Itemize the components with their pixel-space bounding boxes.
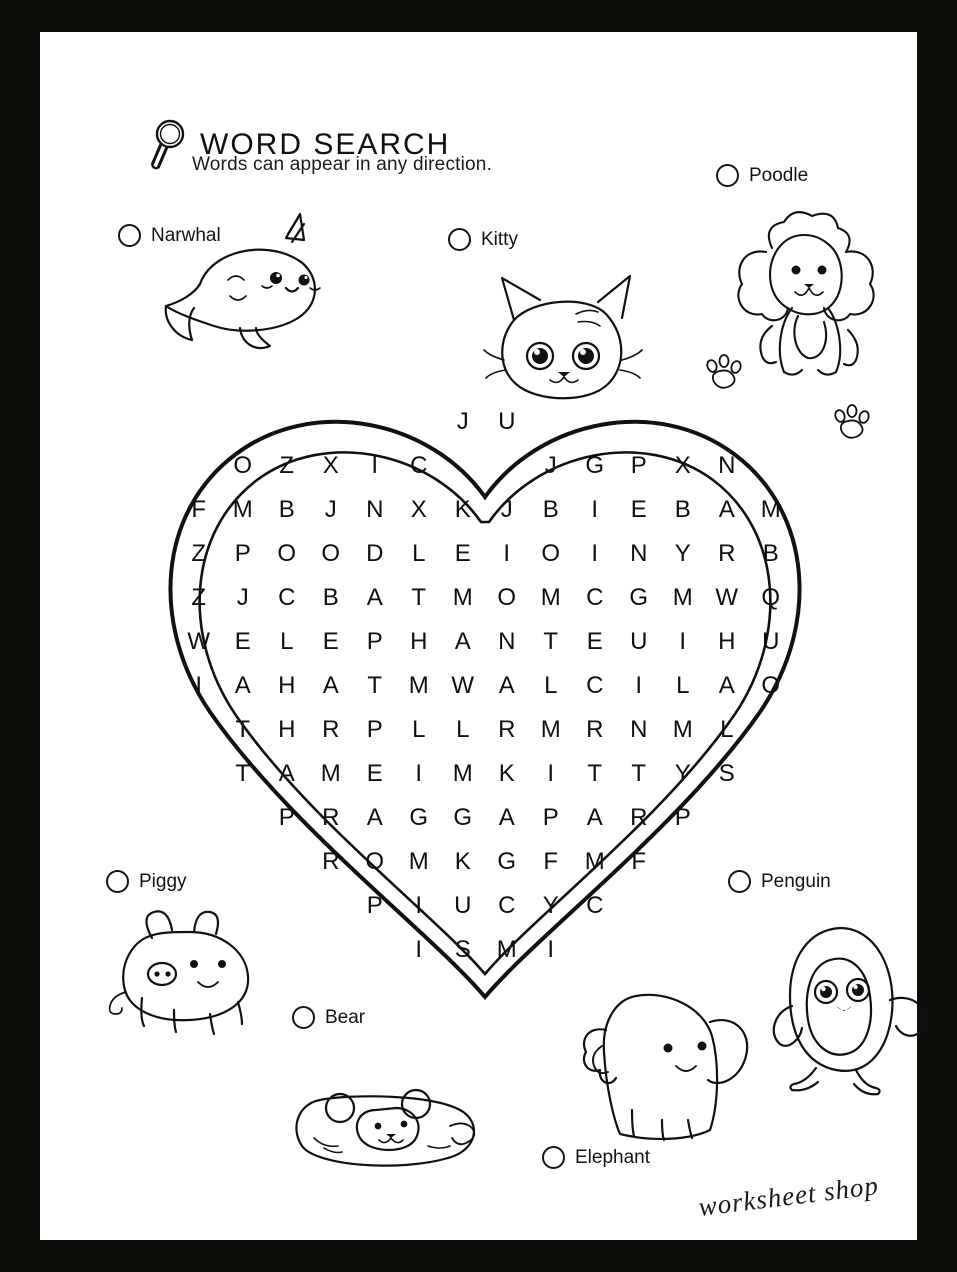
grid-cell: B	[322, 584, 340, 611]
grid-cell: S	[718, 760, 736, 787]
grid-cell: T	[631, 760, 647, 787]
grid-cell: U	[454, 892, 472, 919]
grid-row	[140, 444, 830, 488]
word-label-bear: Bear	[325, 1006, 366, 1028]
grid-row	[140, 752, 830, 796]
grid-row	[140, 576, 830, 620]
grid-cell: A	[718, 496, 736, 523]
grid-cell: F	[631, 848, 647, 875]
grid-cell: Z	[191, 540, 207, 567]
kitty-illustration	[480, 264, 650, 414]
grid-cell: I	[591, 496, 599, 523]
grid-cell: T	[367, 672, 383, 699]
grid-cell: I	[415, 936, 423, 963]
grid-cell: J	[324, 496, 338, 523]
grid-cell: Q	[761, 584, 781, 611]
grid-cell: T	[235, 760, 251, 787]
grid-cell: O	[321, 540, 341, 567]
grid-cell: X	[674, 452, 692, 479]
grid-cell: T	[543, 628, 559, 655]
grid-row	[140, 840, 830, 884]
grid-row	[140, 488, 830, 532]
grid-cell: A	[498, 672, 516, 699]
grid-cell: A	[278, 760, 296, 787]
grid-cell: I	[195, 672, 203, 699]
pawprint-icon	[702, 354, 746, 394]
worksheet-page	[40, 32, 917, 1240]
grid-row	[140, 708, 830, 752]
grid-cell: E	[586, 628, 604, 655]
grid-cell: P	[366, 892, 384, 919]
grid-cell: Z	[191, 584, 207, 611]
grid-cell: H	[718, 628, 736, 655]
grid-cell: M	[540, 716, 562, 743]
grid-cell: R	[498, 716, 516, 743]
grid-cell: X	[322, 452, 340, 479]
grid-cell: L	[412, 540, 426, 567]
grid-cell: K	[498, 760, 516, 787]
grid-cell: N	[630, 716, 648, 743]
piggy-illustration	[90, 890, 280, 1040]
grid-cell: F	[191, 496, 207, 523]
grid-cell: Y	[674, 760, 692, 787]
grid-cell: G	[585, 452, 605, 479]
grid-cell: M	[452, 760, 474, 787]
grid-cell: P	[366, 628, 384, 655]
grid-cell: A	[366, 584, 384, 611]
grid-cell: A	[498, 804, 516, 831]
word-label-narwhal: Narwhal	[151, 224, 221, 246]
watermark: worksheet shop	[696, 1170, 881, 1222]
page-title: WORD SEARCH	[200, 128, 451, 161]
grid-cell: F	[543, 848, 559, 875]
grid-cell: C	[410, 452, 428, 479]
grid-cell: S	[454, 936, 472, 963]
grid-cell: G	[409, 804, 429, 831]
instructions-text: Words can appear in any direction.	[192, 154, 493, 175]
grid-cell: M	[584, 848, 606, 875]
grid-cell: N	[366, 496, 384, 523]
grid-cell: J	[544, 452, 558, 479]
grid-cell: A	[234, 672, 252, 699]
grid-cell: O	[365, 848, 385, 875]
grid-cell: L	[544, 672, 558, 699]
grid-cell: M	[320, 760, 342, 787]
grid-cell: W	[187, 628, 211, 655]
grid-cell: Y	[542, 892, 560, 919]
grid-cell: U	[498, 408, 516, 435]
grid-cell: E	[454, 540, 472, 567]
grid-cell: L	[720, 716, 734, 743]
grid-cell: I	[679, 628, 687, 655]
grid-cell: J	[500, 496, 514, 523]
grid-cell: Z	[279, 452, 295, 479]
grid-cell: Y	[674, 540, 692, 567]
checkbox-bubble-narwhal[interactable]	[118, 224, 141, 247]
word-item-kitty[interactable]	[448, 228, 518, 251]
grid-cell: G	[453, 804, 473, 831]
grid-cell: L	[280, 628, 294, 655]
grid-cell: M	[672, 584, 694, 611]
grid-cell: P	[674, 804, 692, 831]
grid-cell: N	[630, 540, 648, 567]
checkbox-bubble-poodle[interactable]	[716, 164, 739, 187]
grid-cell: C	[586, 672, 604, 699]
grid-cell: C	[498, 892, 516, 919]
grid-cell: M	[496, 936, 518, 963]
grid-cell: I	[415, 760, 423, 787]
word-label-piggy: Piggy	[139, 870, 187, 892]
grid-cell: O	[497, 584, 517, 611]
grid-cell: P	[542, 804, 560, 831]
grid-cell: I	[591, 540, 599, 567]
word-label-penguin: Penguin	[761, 870, 831, 892]
grid-cell: N	[718, 452, 736, 479]
grid-row	[140, 620, 830, 664]
word-label-elephant: Elephant	[575, 1146, 651, 1168]
penguin-illustration	[756, 908, 946, 1098]
grid-cell: E	[630, 496, 648, 523]
magnifier-icon	[148, 117, 194, 173]
grid-cell: I	[635, 672, 643, 699]
grid-cell: R	[586, 716, 604, 743]
grid-cell: R	[322, 716, 340, 743]
grid-cell: M	[408, 672, 430, 699]
grid-cell: C	[586, 892, 604, 919]
word-label-poodle: Poodle	[749, 164, 809, 186]
grid-cell: M	[232, 496, 254, 523]
grid-cell: O	[277, 540, 297, 567]
grid-cell: H	[410, 628, 428, 655]
grid-cell: B	[278, 496, 296, 523]
grid-cell: P	[234, 540, 252, 567]
grid-cell: U	[762, 628, 780, 655]
grid-cell: G	[497, 848, 517, 875]
grid-cell: U	[630, 628, 648, 655]
grid-cell: O	[233, 452, 253, 479]
grid-row	[140, 796, 830, 840]
pawprint-icon	[830, 404, 874, 444]
grid-cell: J	[236, 584, 250, 611]
grid-cell: P	[630, 452, 648, 479]
grid-cell: T	[587, 760, 603, 787]
grid-cell: O	[761, 672, 781, 699]
grid-cell: I	[415, 892, 423, 919]
grid-cell: K	[454, 848, 472, 875]
grid-cell: O	[541, 540, 561, 567]
word-label-kitty: Kitty	[481, 228, 518, 250]
checkbox-bubble-kitty[interactable]	[448, 228, 471, 251]
grid-cell: A	[454, 628, 472, 655]
grid-cell: E	[366, 760, 384, 787]
narwhal-illustration	[158, 210, 348, 370]
grid-cell: B	[762, 540, 780, 567]
grid-row	[140, 532, 830, 576]
grid-cell: M	[540, 584, 562, 611]
grid-cell: C	[586, 584, 604, 611]
grid-cell: P	[366, 716, 384, 743]
grid-cell: R	[322, 804, 340, 831]
grid-cell: I	[547, 760, 555, 787]
grid-cell: T	[411, 584, 427, 611]
grid-cell: A	[322, 672, 340, 699]
grid-cell: L	[456, 716, 470, 743]
grid-cell: R	[630, 804, 648, 831]
elephant-illustration	[558, 970, 758, 1150]
grid-cell: H	[278, 672, 296, 699]
grid-cell: R	[718, 540, 736, 567]
grid-cell: B	[674, 496, 692, 523]
grid-cell: B	[542, 496, 560, 523]
grid-cell: D	[366, 540, 384, 567]
grid-cell: H	[278, 716, 296, 743]
grid-cell: L	[676, 672, 690, 699]
grid-cell: K	[454, 496, 472, 523]
grid-cell: M	[452, 584, 474, 611]
grid-cell: N	[498, 628, 516, 655]
grid-cell: M	[408, 848, 430, 875]
grid-cell: R	[322, 848, 340, 875]
grid-cell: P	[278, 804, 296, 831]
grid-cell: W	[715, 584, 739, 611]
grid-cell: I	[371, 452, 379, 479]
grid-row	[140, 664, 830, 708]
grid-cell: A	[586, 804, 604, 831]
grid-cell: G	[629, 584, 649, 611]
word-item-poodle[interactable]	[716, 164, 808, 187]
grid-cell: E	[234, 628, 252, 655]
grid-cell: J	[456, 408, 470, 435]
grid-cell: E	[322, 628, 340, 655]
bear-illustration	[280, 1052, 490, 1182]
grid-cell: I	[547, 936, 555, 963]
grid-cell: W	[451, 672, 475, 699]
grid-cell: C	[278, 584, 296, 611]
grid-cell: X	[410, 496, 428, 523]
grid-cell: A	[718, 672, 736, 699]
grid-cell: A	[366, 804, 384, 831]
grid-cell: M	[760, 496, 782, 523]
grid-cell: L	[412, 716, 426, 743]
grid-cell: I	[503, 540, 511, 567]
grid-cell: M	[672, 716, 694, 743]
grid-cell: T	[235, 716, 251, 743]
